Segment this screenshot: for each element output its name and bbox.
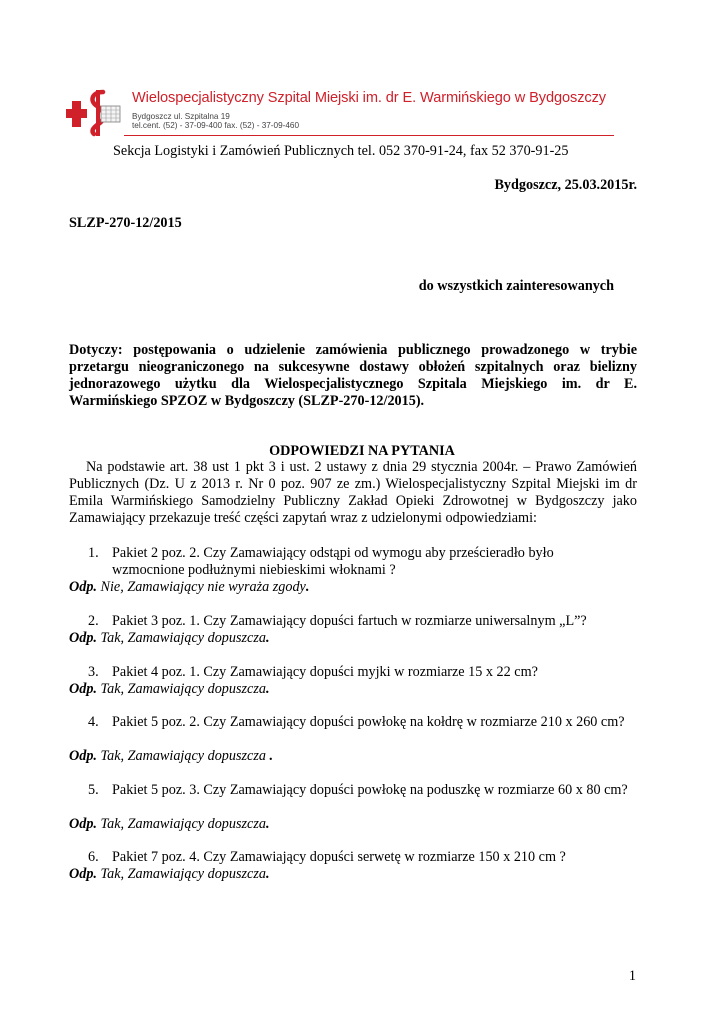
address-line: Bydgoszcz ul. Szpitalna 19 [132, 112, 230, 121]
question-number: 4. [88, 714, 99, 730]
answers-heading: ODPOWIEDZI NA PYTANIA [269, 443, 455, 459]
question-number: 3. [88, 664, 99, 680]
answer-text: Tak, Zamawiający dopuszcza [100, 748, 270, 764]
answer-prefix: Odp. [69, 579, 97, 595]
answer-line [69, 748, 273, 765]
question-text: Pakiet 5 poz. 3. Czy Zamawiający dopuści powłokę na poduszkę w rozmiarze 60 x 80 cm? [112, 782, 628, 798]
answer-line [69, 816, 269, 833]
question-text: Pakiet 3 poz. 1. Czy Zamawiający dopuści fartuch w rozmiarze uniwersalnym „L”? [112, 613, 587, 629]
document-date: Bydgoszcz, 25.03.2015r. [494, 177, 637, 193]
page-number: 1 [628, 968, 636, 984]
section-contact-line: Sekcja Logistyki i Zamówień Publicznych tel. 052 370-91-24, fax 52 370-91-25 [113, 143, 569, 159]
subject-paragraph: Dotyczy: postępowania o udzielenie zamówienia publicznego prowadzonego w trybie przetargu nieograniczonego na sukcesywne dostawy obłożeń szpitalnych oraz bielizny jednorazowego użytku dla Wielospecjalistycznego Szpitala Miejskiego im. dr E. Warmińskiego SPZOZ w Bydgoszczy (SLZP-270-12/2015). [69, 342, 637, 409]
question-item [88, 714, 628, 731]
answer-end: . [269, 748, 274, 764]
answer-line [69, 681, 269, 698]
answer-text: Nie, Zamawiający nie wyraża zgody [100, 579, 306, 595]
answer-text: Tak, Zamawiający dopuszcza [100, 681, 266, 697]
question-number: 2. [88, 613, 99, 629]
answer-end: . [265, 681, 270, 697]
answer-end: . [265, 816, 270, 832]
question-number: 1. [88, 545, 99, 561]
answer-prefix: Odp. [69, 816, 97, 832]
hospital-logo [66, 88, 122, 138]
recipient-line: do wszystkich zainteresowanych [418, 278, 614, 294]
question-item [88, 782, 628, 799]
answer-line [69, 866, 269, 883]
question-item [88, 664, 628, 681]
answer-line [69, 630, 269, 647]
header-divider [124, 135, 614, 136]
answer-prefix: Odp. [69, 866, 97, 882]
question-item [88, 545, 628, 579]
answer-end: . [265, 866, 270, 882]
question-item [88, 849, 628, 866]
question-number: 5. [88, 782, 99, 798]
question-item [88, 613, 628, 630]
reference-number: SLZP-270-12/2015 [69, 215, 182, 231]
answer-prefix: Odp. [69, 630, 97, 646]
hospital-address [132, 112, 299, 130]
answer-line [69, 579, 309, 596]
answer-prefix: Odp. [69, 681, 97, 697]
red-cross-icon [66, 101, 87, 127]
intro-paragraph: Na podstawie art. 38 ust 1 pkt 3 i ust. 2 ustawy z dnia 29 stycznia 2004r. – Prawo Zamówień Publicznych (Dz. U z 2013 r. Nr 0 poz. 907 ze zm.) Wielospecjalistyczny Szpital Miejski im dr Emila Warmińskiego Samodzielny Publiczny Zakład Opieki Zdrowotnej w Bydgoszczy jako Zamawiający przekazuje treść części zapytań wraz z udzielonymi odpowiedziami: [69, 459, 637, 526]
question-text: Pakiet 2 poz. 2. Czy Zamawiający odstąpi od wymogu aby prześcieradło było wzmocnione podłużnymi niebieskimi włoknami ? [112, 545, 554, 578]
question-text: Pakiet 7 poz. 4. Czy Zamawiający dopuści serwetę w rozmiarze 150 x 210 cm ? [112, 849, 566, 865]
phone-fax-line: tel.cent. (52) - 37-09-400 fax. (52) - 37-09-460 [132, 121, 300, 130]
answer-end: . [265, 630, 270, 646]
hospital-building-icon [101, 106, 120, 122]
answer-text: Tak, Zamawiający dopuszcza [100, 866, 266, 882]
answer-text: Tak, Zamawiający dopuszcza [100, 630, 266, 646]
answer-end: . [305, 579, 310, 595]
answer-text: Tak, Zamawiający dopuszcza [100, 816, 266, 832]
question-text: Pakiet 5 poz. 2. Czy Zamawiający dopuści powłokę na kołdrę w rozmiarze 210 x 260 cm? [112, 714, 625, 730]
question-number: 6. [88, 849, 99, 865]
answer-prefix: Odp. [69, 748, 97, 764]
question-text: Pakiet 4 poz. 1. Czy Zamawiający dopuści myjki w rozmiarze 15 x 22 cm? [112, 664, 538, 680]
hospital-name: Wielospecjalistyczny Szpital Miejski im. dr E. Warmińskiego w Bydgoszczy [132, 90, 606, 106]
